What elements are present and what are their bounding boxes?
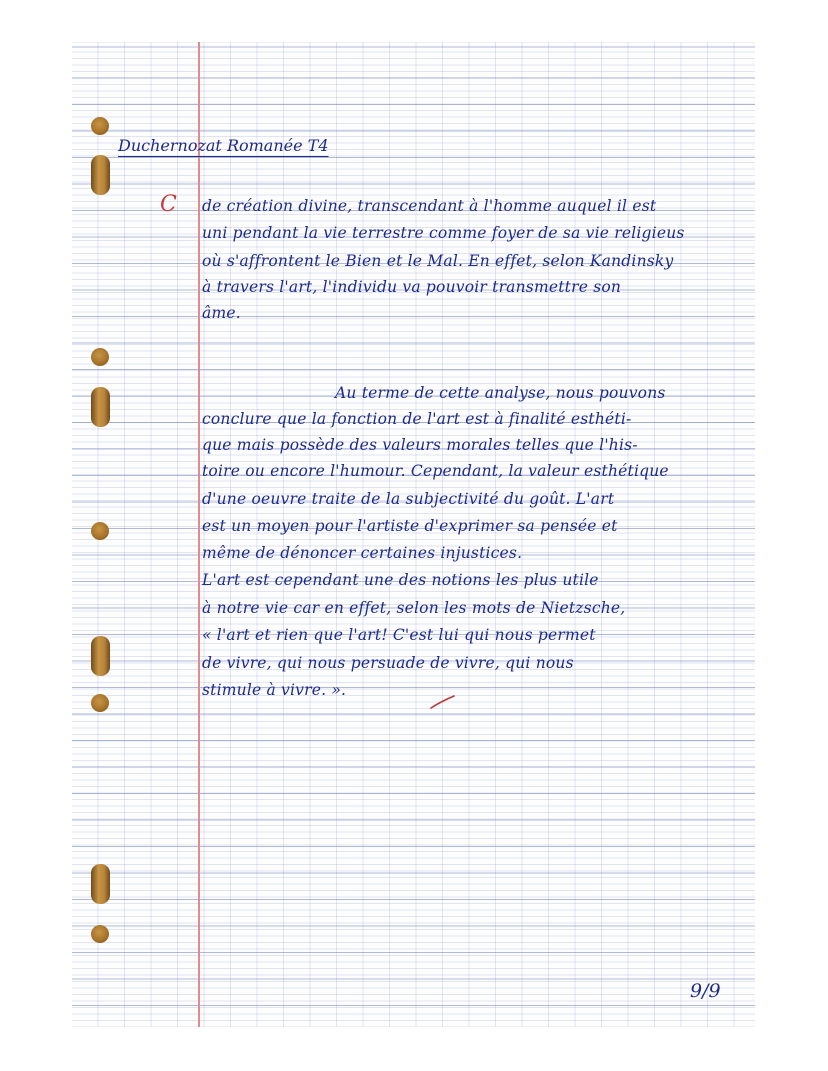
margin-line xyxy=(198,42,200,1027)
binder-hole xyxy=(91,117,109,135)
binder-slot xyxy=(91,636,110,676)
text-line: de vivre, qui nous persuade de vivre, qui nous xyxy=(202,654,574,672)
binder-hole xyxy=(91,925,109,943)
text-line: à travers l'art, l'individu va pouvoir transmettre son xyxy=(202,278,622,296)
binder-slot xyxy=(91,155,110,195)
binder-hole xyxy=(91,694,109,712)
margin-mark: C xyxy=(160,192,177,217)
binder-hole xyxy=(91,522,109,540)
text-line: d'une oeuvre traite de la subjectivité du goût. L'art xyxy=(202,490,615,508)
student-name: Duchernozat Romanée T4 xyxy=(118,136,329,155)
text-line: que mais possède des valeurs morales telles que l'his- xyxy=(202,436,638,454)
text-line: âme. xyxy=(202,304,241,322)
page-number: 9/9 xyxy=(690,980,721,1002)
text-line: même de dénoncer certaines injustices. xyxy=(202,544,523,562)
text-line: de création divine, transcendant à l'homme auquel il est xyxy=(202,197,657,215)
binder-slot xyxy=(91,864,110,904)
text-line: où s'affrontent le Bien et le Mal. En effet, selon Kandinsky xyxy=(202,252,674,270)
teacher-check-mark xyxy=(430,694,456,710)
text-line: stimule à vivre. ». xyxy=(202,681,347,699)
text-line: L'art est cependant une des notions les plus utile xyxy=(202,571,599,589)
text-line: est un moyen pour l'artiste d'exprimer sa pensée et xyxy=(202,517,618,535)
text-line: conclure que la fonction de l'art est à finalité esthéti- xyxy=(202,410,632,428)
text-line: toire ou encore l'humour. Cependant, la valeur esthétique xyxy=(202,462,669,480)
text-line: Au terme de cette analyse, nous pouvons xyxy=(335,384,666,402)
binder-slot xyxy=(91,387,110,427)
text-line: uni pendant la vie terrestre comme foyer de sa vie religieus xyxy=(202,224,685,242)
binder-hole xyxy=(91,348,109,366)
text-line: à notre vie car en effet, selon les mots de Nietzsche, xyxy=(202,599,626,617)
text-line: « l'art et rien que l'art! C'est lui qui nous permet xyxy=(202,626,596,644)
